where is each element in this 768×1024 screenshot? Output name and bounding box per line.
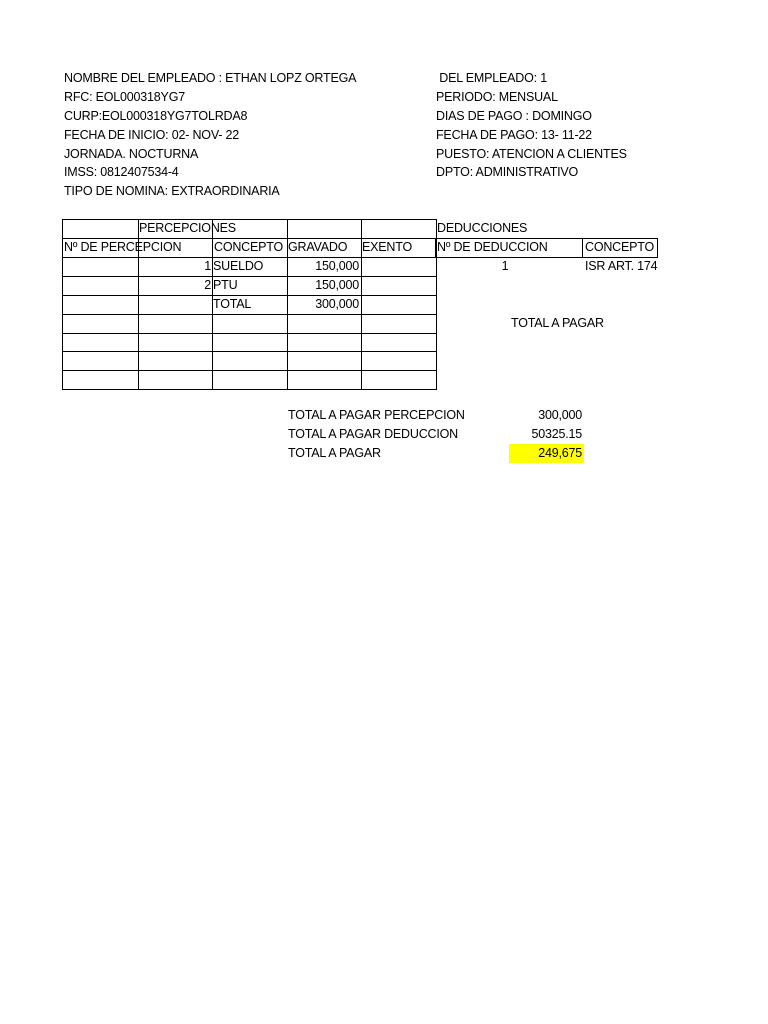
perc-row-gravado: 300,000	[315, 297, 359, 311]
table-cell	[287, 219, 362, 239]
percepciones-title: PERCEPCIONES	[139, 221, 236, 235]
perc-row-num: 2	[204, 278, 211, 292]
table-cell	[138, 314, 213, 334]
perc-header-concept: CONCEPTO	[214, 240, 284, 254]
table-cell	[138, 370, 213, 390]
employee-number: DEL EMPLEADO: 1	[436, 71, 547, 85]
employee-rfc: RFC: EOL000318YG7	[64, 90, 185, 104]
perc-row-concept: SUELDO	[213, 259, 264, 273]
table-cell	[287, 333, 362, 352]
table-cell	[361, 314, 437, 334]
perc-row-concept: TOTAL	[213, 297, 252, 311]
total-pagar-label: TOTAL A PAGAR	[288, 446, 381, 460]
table-cell	[287, 370, 362, 390]
ded-header-concept: CONCEPTO	[585, 240, 655, 254]
ded-row-num: 1	[501, 259, 509, 273]
table-cell	[62, 351, 139, 371]
employee-shift: JORNADA. NOCTURNA	[64, 147, 199, 161]
perc-row-concept: PTU	[213, 278, 238, 292]
table-cell	[212, 351, 288, 371]
pay-period: PERIODO: MENSUAL	[436, 90, 558, 104]
perc-header-gravado: GRAVADO	[288, 240, 348, 254]
employee-name: NOMBRE DEL EMPLEADO : ETHAN LOPZ ORTEGA	[64, 71, 357, 85]
table-cell	[212, 314, 288, 334]
table-cell	[361, 333, 437, 352]
ded-header-num: Nº DE DEDUCCION	[437, 240, 548, 254]
total-percepcion-label: TOTAL A PAGAR PERCEPCION	[288, 408, 465, 422]
table-cell	[138, 351, 213, 371]
ded-row-concept: ISR ART. 174	[585, 259, 658, 273]
perc-row-gravado: 150,000	[315, 259, 359, 273]
table-cell	[361, 219, 437, 239]
employee-department: DPTO: ADMINISTRATIVO	[436, 165, 579, 179]
table-cell	[361, 295, 437, 315]
table-cell	[62, 295, 139, 315]
deducciones-title: DEDUCCIONES	[437, 221, 528, 235]
employee-start-date: FECHA DE INICIO: 02- NOV- 22	[64, 128, 240, 142]
pay-days: DIAS DE PAGO : DOMINGO	[436, 109, 592, 123]
perc-row-num: 1	[204, 259, 211, 273]
perc-header-exento: EXENTO	[362, 240, 412, 254]
table-cell	[212, 370, 288, 390]
table-cell	[138, 295, 213, 315]
total-deduccion-label: TOTAL A PAGAR DEDUCCION	[288, 427, 458, 441]
total-percepcion-value: 300,000	[538, 408, 582, 422]
table-cell	[62, 219, 139, 239]
payroll-type: TIPO DE NOMINA: EXTRAORDINARIA	[64, 184, 280, 198]
table-cell	[212, 333, 288, 352]
employee-curp: CURP:EOL000318YG7TOLRDA8	[64, 109, 248, 123]
table-cell	[287, 314, 362, 334]
table-cell	[361, 276, 437, 296]
pay-date: FECHA DE PAGO: 13- 11-22	[436, 128, 592, 142]
table-cell	[62, 370, 139, 390]
table-cell	[138, 333, 213, 352]
deducciones-total-label: TOTAL A PAGAR	[511, 316, 604, 330]
employee-position: PUESTO: ATENCION A CLIENTES	[436, 147, 627, 161]
perc-header-num: Nº DE PERCEPCION	[64, 240, 182, 254]
table-cell	[62, 276, 139, 296]
perc-row-gravado: 150,000	[315, 278, 359, 292]
table-cell	[361, 370, 437, 390]
table-cell	[361, 351, 437, 371]
total-pagar-value: 249,675	[538, 446, 582, 460]
table-cell	[287, 351, 362, 371]
table-cell	[62, 257, 139, 277]
table-cell	[62, 333, 139, 352]
table-cell	[361, 257, 437, 277]
total-deduccion-value: 50325.15	[531, 427, 582, 441]
employee-imss: IMSS: 0812407534-4	[64, 165, 179, 179]
table-cell	[62, 314, 139, 334]
